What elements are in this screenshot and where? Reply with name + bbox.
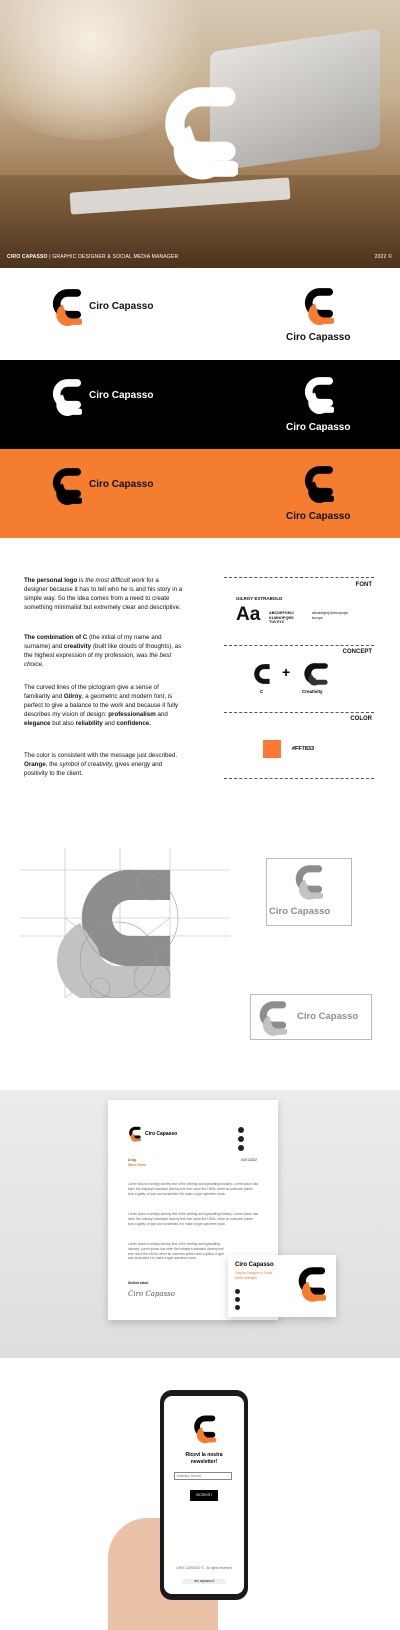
logo-mark bbox=[50, 286, 82, 328]
concept-c-label: C bbox=[260, 689, 264, 694]
font-name: GILROY EXTRABOLD bbox=[236, 596, 283, 601]
brand-name-stacked: Ciro Capasso bbox=[286, 511, 351, 522]
logo-mark-gray bbox=[293, 863, 323, 901]
phone-footer: CIRO CAPASSO © - All rights reserved bbox=[176, 1566, 232, 1570]
logo-row-black bbox=[0, 360, 400, 449]
brand-name-gray: Ciro Capasso bbox=[269, 906, 331, 917]
logo-mark bbox=[128, 1126, 141, 1142]
logo-mark-stacked bbox=[302, 375, 334, 415]
construction-stacked-frame bbox=[266, 858, 352, 926]
letter-date: 01/01/2022 bbox=[241, 1158, 257, 1162]
logo-mark-gray bbox=[257, 1000, 287, 1036]
letterhead-brand: Ciro Capasso bbox=[145, 1131, 178, 1137]
phone-frame bbox=[160, 1390, 248, 1600]
hero-logo-mark bbox=[158, 84, 238, 180]
logo-mark-stacked bbox=[302, 286, 334, 326]
phone-icon bbox=[235, 1289, 240, 1294]
concept-plus: + bbox=[282, 664, 291, 680]
logo-row-white bbox=[0, 268, 400, 360]
brand-name-stacked: Ciro Capasso bbox=[286, 422, 351, 433]
card-brand: Ciro Capasso bbox=[235, 1262, 274, 1268]
logo-mark bbox=[192, 1414, 216, 1444]
letter-recipient: Mario Rossi bbox=[128, 1163, 147, 1167]
font-heading: FONT bbox=[355, 582, 372, 588]
font-uppercase-set: ABCDEFGHIJ KLMNOPQRS TUVXYZ bbox=[269, 611, 294, 625]
color-heading: COLOR bbox=[350, 716, 372, 722]
brand-name-horizontal: Ciro Capasso bbox=[89, 301, 154, 312]
paragraph-color: The color is consistent with the message just described. Orange, the symbol of creativity, gives energy and positivity to the client. bbox=[24, 752, 178, 777]
letterhead-mockup-section bbox=[0, 1090, 400, 1358]
mail-icon bbox=[235, 1297, 240, 1302]
logo-row-orange bbox=[0, 449, 400, 538]
hero-year: 2022 © bbox=[374, 254, 392, 260]
mail-icon bbox=[238, 1136, 244, 1142]
brand-name-gray: Ciro Capasso bbox=[297, 1011, 359, 1022]
business-card bbox=[228, 1255, 336, 1317]
logo-mark bbox=[296, 1265, 326, 1303]
font-lowercase-set: abcdefghij klmnopqrs tuvxyz bbox=[312, 611, 348, 620]
web-icon bbox=[235, 1305, 240, 1310]
phone-icon bbox=[238, 1127, 244, 1133]
subscribe-button[interactable]: ISCRIVITI bbox=[190, 1490, 218, 1501]
letter-body-paragraph: Lorem Ipsum is simply dummy text of the printing and typesetting industry. Lorem Ipsum has been the industry's standard dummy text ever since the 1500s, when an unknown printer took a galley of type and scrambled it to make a type specimen book. bbox=[128, 1242, 225, 1261]
paragraph-personal-logo: The personal logo is the most difficult work for a designer because it has to tell who he is and his story in a simple way. So the idea comes from a need to create something minimalist but extremely clear and descriptive. bbox=[24, 577, 183, 611]
divider bbox=[224, 778, 374, 779]
owner-role: | GRAPHIC DESIGNER & SOCIAL MEDIA MANAGER bbox=[49, 254, 179, 260]
hero-banner bbox=[0, 0, 400, 268]
color-hex: #FF7833 bbox=[292, 746, 315, 752]
logo-mark bbox=[50, 465, 82, 507]
letter-body-paragraph: Lorem Ipsum is simply dummy text of the printing and typesetting industry. Lorem Ipsum has been the industry's standard dummy text ever since the 1500s, when an unknown printer took a galley of type and scrambled it to make a type specimen book. bbox=[128, 1212, 258, 1226]
newsletter-headline: Ricevi la nostra newsletter! bbox=[185, 1452, 223, 1465]
browser-url-bar[interactable]: ciro capasso.it bbox=[182, 1579, 226, 1584]
logo-mark bbox=[50, 376, 82, 418]
phone-mockup-section bbox=[0, 1358, 400, 1630]
divider bbox=[224, 577, 374, 578]
cloud-icon bbox=[304, 662, 328, 686]
divider bbox=[224, 645, 374, 646]
phone-screen bbox=[164, 1396, 244, 1594]
brand-name-stacked: Ciro Capasso bbox=[286, 332, 351, 343]
letter-closing: Distinti saluti. bbox=[128, 1281, 149, 1285]
font-sample: Aa bbox=[236, 604, 261, 625]
construction-grid-diagram bbox=[20, 848, 230, 998]
paragraph-font: The curved lines of the pictogram give a sense of familiarity and Gilroy, a geometric and modern font, is perfect to give a balance to the work and because it fully describes my vision of design: professionalism and elegance but also reliability and confidence. bbox=[24, 684, 179, 727]
card-role: Graphic Designer & Social Media Manager bbox=[235, 1271, 273, 1280]
construction-horizontal-frame bbox=[250, 994, 372, 1040]
hero-credit bbox=[7, 254, 178, 260]
email-input[interactable] bbox=[174, 1472, 232, 1480]
web-icon bbox=[238, 1145, 244, 1151]
logo-mark-stacked bbox=[302, 464, 334, 504]
divider bbox=[224, 712, 374, 713]
letter-body-paragraph: Lorem Ipsum is simply dummy text of the printing and typesetting industry. Lorem Ipsum has been the industry's standard dummy text ever since the 1500s, when an unknown printer took a galley of type and scrambled it to make a type specimen book. bbox=[128, 1182, 258, 1196]
color-swatch bbox=[263, 740, 281, 758]
paragraph-combination: The combination of C (the initial of my name and surname) and creativity (built like clouds of thoughts), as the highest expression of my profession, was the best choice. bbox=[24, 634, 182, 668]
logo-construction-section bbox=[0, 828, 400, 1090]
brand-story-section bbox=[0, 538, 400, 828]
owner-name: CIRO CAPASSO bbox=[7, 254, 48, 260]
concept-creativity-label: Creativity bbox=[302, 689, 323, 694]
letter-greeting: Al sig. bbox=[128, 1158, 137, 1162]
concept-heading: CONCEPT bbox=[342, 649, 372, 655]
brand-name-horizontal: Ciro Capasso bbox=[89, 479, 154, 490]
brand-name-horizontal: Ciro Capasso bbox=[89, 390, 154, 401]
letter-signature: Ciro Capasso bbox=[128, 1290, 175, 1298]
c-letter-icon bbox=[252, 662, 274, 686]
